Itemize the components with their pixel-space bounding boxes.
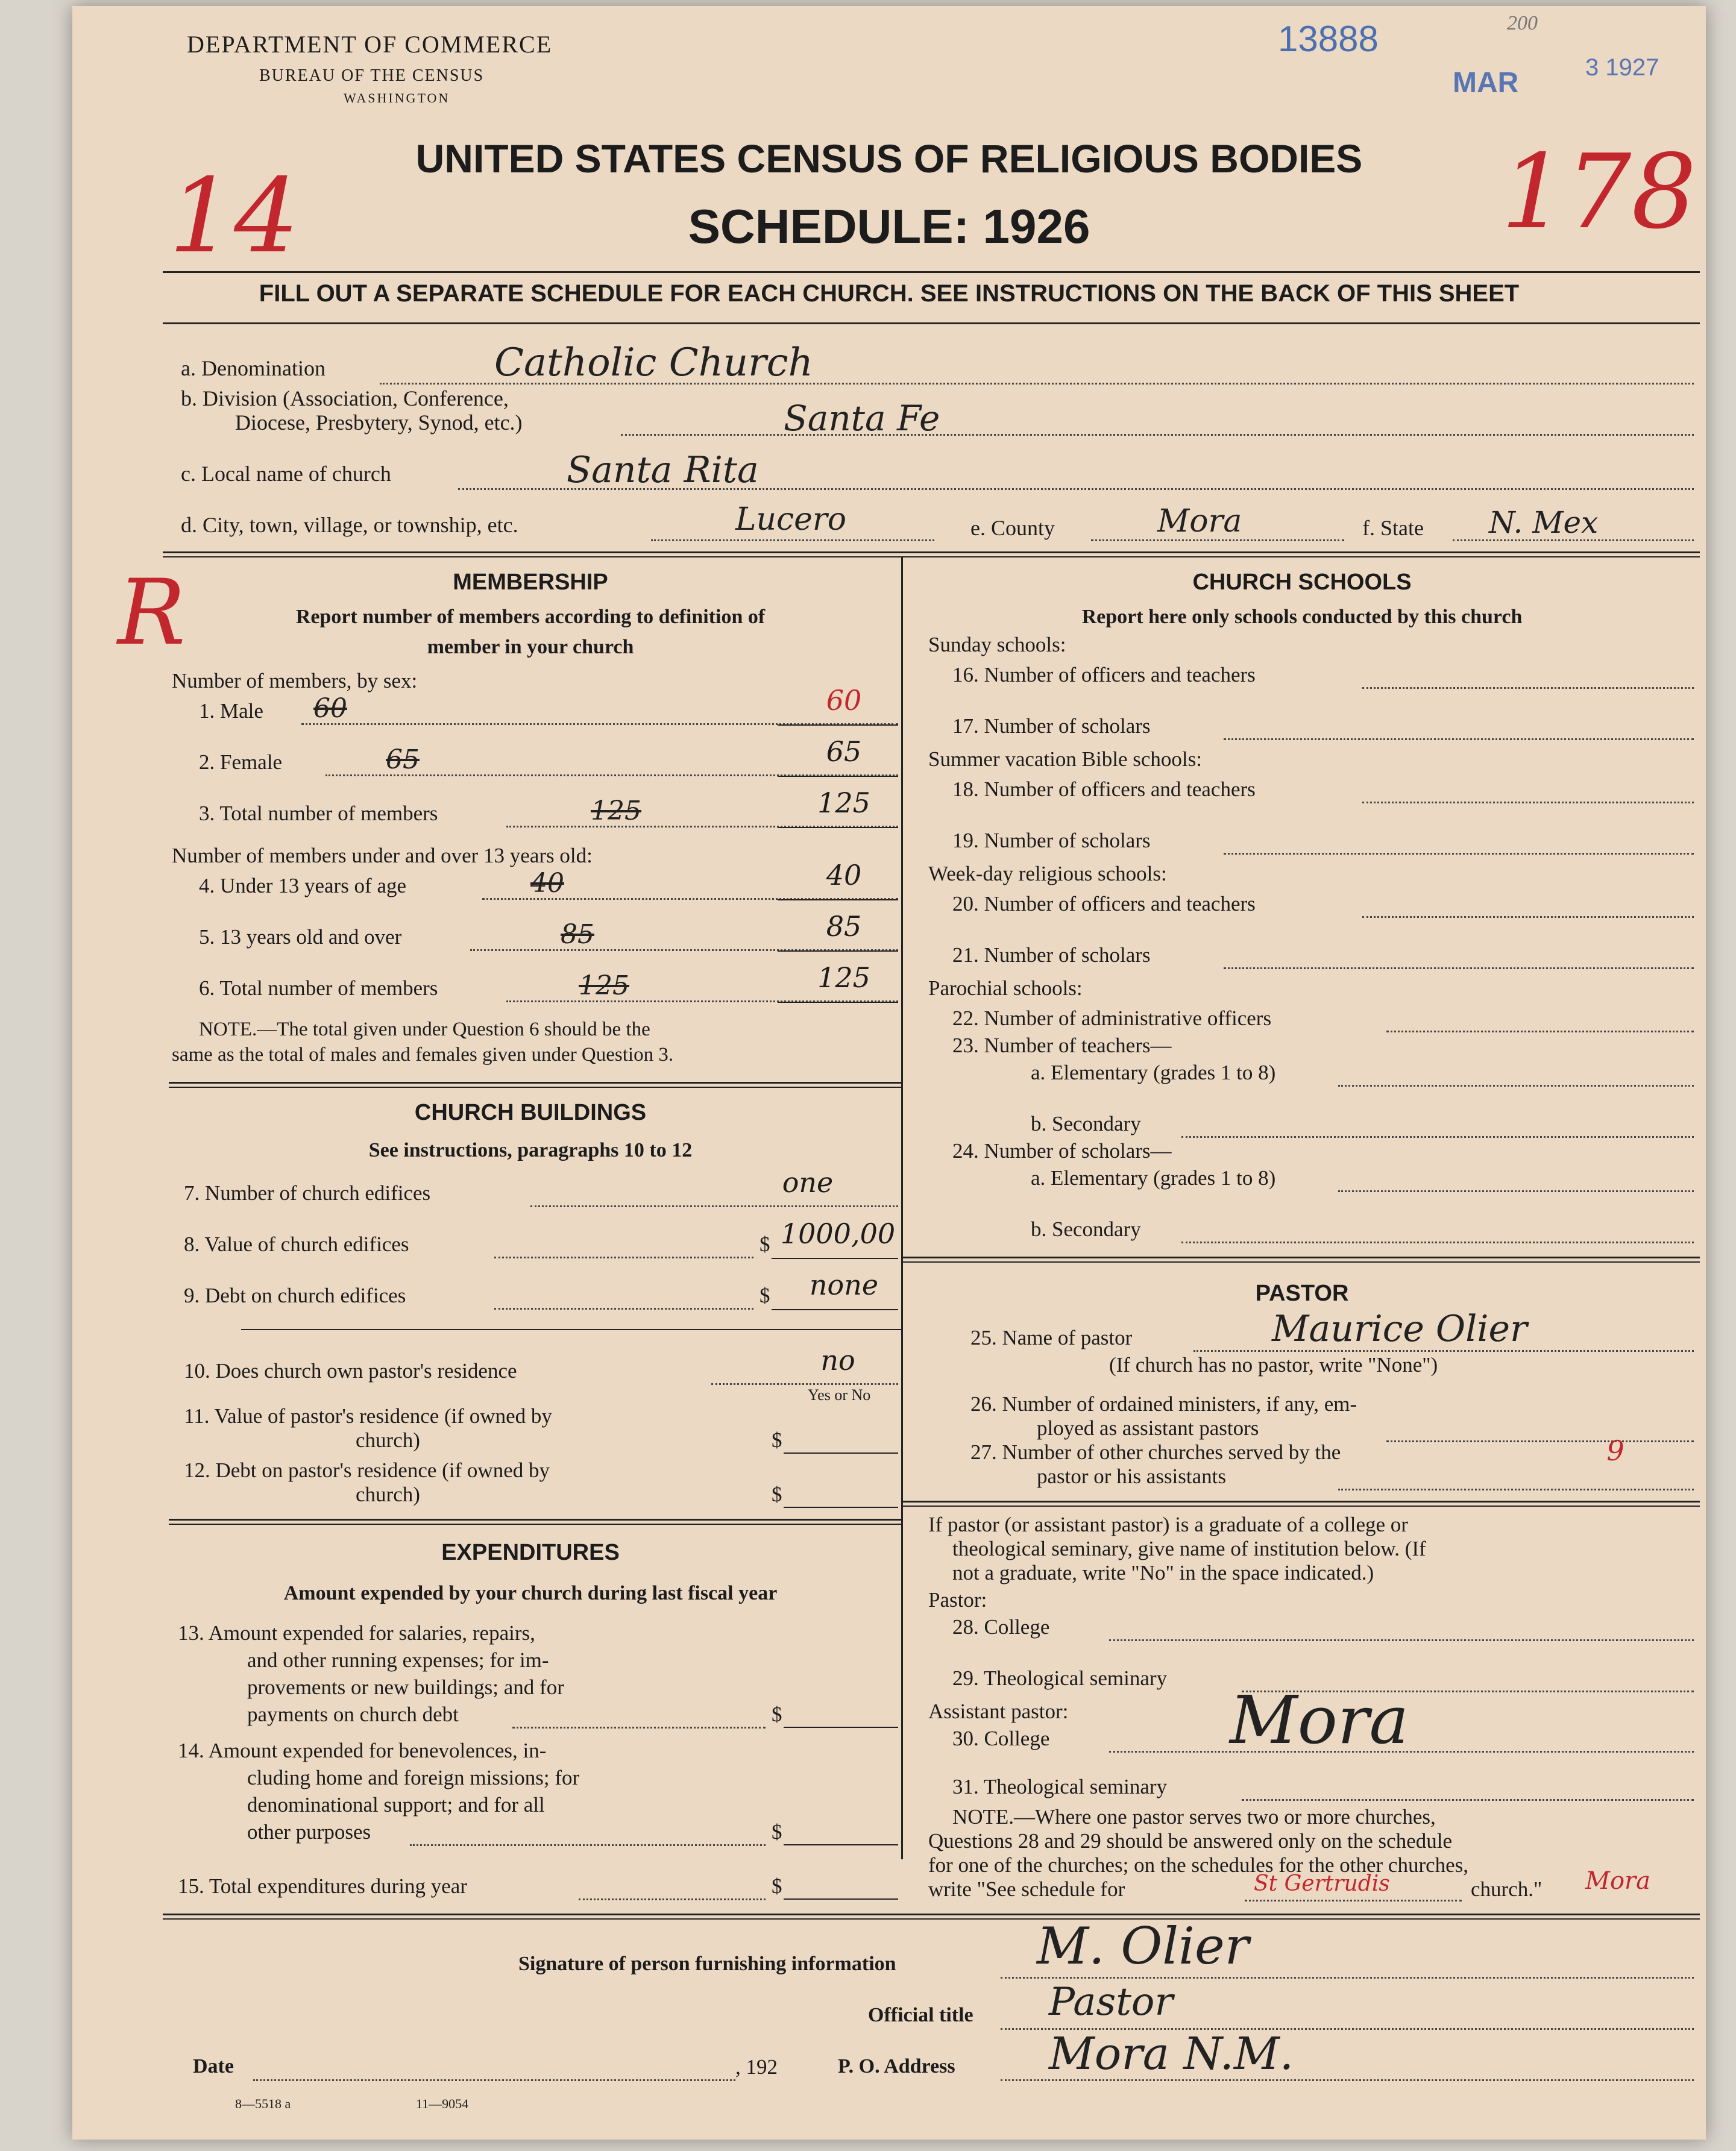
- q12-label-1: 12. Debt on pastor's residence (if owned by: [184, 1459, 550, 1482]
- q28-line: [1109, 1639, 1694, 1641]
- denomination-value[interactable]: Catholic Church: [494, 341, 813, 385]
- q11-label-2: church): [356, 1428, 420, 1452]
- weekday-schools-label: Week-day religious schools:: [928, 862, 1167, 885]
- q5-value[interactable]: 85: [826, 910, 862, 943]
- q14-label-4: other purposes: [247, 1820, 371, 1844]
- graduate-note-1: If pastor (or assistant pastor) is a graduate of a college or: [928, 1513, 1408, 1536]
- members-by-sex-label: Number of members, by sex:: [172, 669, 418, 692]
- q1-label: 1. Male: [199, 699, 263, 723]
- see-schedule-church[interactable]: St Gertrudis: [1254, 1871, 1390, 1896]
- rule-bottom-a: [163, 1914, 1700, 1915]
- red-mark-right: 178: [1501, 133, 1697, 252]
- q24b-label: b. Secondary: [1031, 1217, 1141, 1241]
- denomination-label: a. Denomination: [181, 356, 326, 380]
- q2-struck-value: 65: [386, 744, 420, 775]
- q2-answer-rule: [778, 776, 898, 777]
- q22-label: 22. Number of administrative officers: [952, 1006, 1272, 1030]
- rule-buildings-mid: [241, 1329, 901, 1330]
- schedule-title: SCHEDULE: 1926: [688, 199, 1090, 253]
- q3-answer-rule: [778, 827, 898, 828]
- sunday-schools-label: Sunday schools:: [928, 633, 1066, 656]
- form-title: UNITED STATES CENSUS OF RELIGIOUS BODIES: [415, 136, 1363, 181]
- red-mark-left: 14: [169, 157, 300, 276]
- census-schedule-sheet: [72, 6, 1706, 2140]
- q16-line: [1362, 687, 1694, 689]
- q10-line: [711, 1383, 898, 1385]
- q25-label: 25. Name of pastor: [970, 1326, 1133, 1349]
- received-stamp-date-year: 3 1927: [1585, 54, 1659, 81]
- membership-heading: MEMBERSHIP: [453, 570, 608, 595]
- note-church-line: [1245, 1900, 1462, 1901]
- city-label: d. City, town, village, or township, etc.: [181, 513, 518, 537]
- q11-answer-rule: [784, 1452, 898, 1454]
- q16-label: 16. Number of officers and teachers: [952, 663, 1256, 686]
- q13-label-1: 13. Amount expended for salaries, repairs,: [178, 1621, 535, 1645]
- q13-label-4: payments on church debt: [247, 1703, 459, 1726]
- q24b-line: [1181, 1242, 1694, 1243]
- q1-struck-value: 60: [313, 693, 347, 724]
- q13-dollar: $: [772, 1703, 782, 1726]
- q14-dollar: $: [772, 1820, 782, 1844]
- q11-label-1: 11. Value of pastor's residence (if owned by: [184, 1404, 552, 1428]
- q26-label-2: ployed as assistant pastors: [1037, 1416, 1259, 1440]
- q25-value[interactable]: Maurice Olier: [1272, 1308, 1527, 1350]
- schools-subtitle: Report here only schools conducted by this church: [1081, 606, 1523, 628]
- local-name-value[interactable]: Santa Rita: [567, 449, 759, 491]
- form-number: 8—5518 a: [235, 2096, 291, 2111]
- city-name: WASHINGTON: [344, 90, 450, 105]
- q27-label-2: pastor or his assistants: [1037, 1465, 1227, 1488]
- q13-label-3: provements or new buildings; and for: [247, 1675, 564, 1699]
- pastor-heading: PASTOR: [1255, 1281, 1349, 1306]
- q1-value[interactable]: 60: [826, 684, 862, 717]
- division-label-2: Diocese, Presbytery, Synod, etc.): [235, 410, 523, 435]
- see-schedule-extra: Mora: [1585, 1867, 1651, 1895]
- signature-value[interactable]: M. Olier: [1037, 1917, 1249, 1976]
- q20-line: [1362, 916, 1694, 918]
- q27-label-1: 27. Number of other churches served by the: [970, 1440, 1341, 1464]
- yes-no-hint: Yes or No: [808, 1386, 871, 1404]
- rule-bottom-b: [163, 1918, 1700, 1920]
- q20-label: 20. Number of officers and teachers: [952, 892, 1256, 915]
- q7-value[interactable]: one: [782, 1166, 834, 1199]
- graduate-note-2: theological seminary, give name of institution below. (If: [952, 1537, 1426, 1560]
- rule-top: [163, 271, 1700, 273]
- print-number: 11—9054: [416, 2096, 469, 2111]
- q23b-label: b. Secondary: [1031, 1112, 1141, 1135]
- membership-subtitle-1: Report number of members according to definition of: [295, 606, 766, 628]
- q30-value[interactable]: Mora: [1230, 1682, 1409, 1759]
- q10-value[interactable]: no: [820, 1344, 855, 1377]
- county-label: e. County: [970, 516, 1055, 540]
- rule-identity-b: [163, 556, 1700, 557]
- rule-membership-a: [169, 1082, 901, 1084]
- q23a-line: [1338, 1085, 1694, 1087]
- division-line: [621, 434, 1694, 436]
- q19-label: 19. Number of scholars: [952, 829, 1151, 852]
- q14-answer-rule: [784, 1844, 898, 1845]
- buildings-heading: CHURCH BUILDINGS: [414, 1100, 647, 1125]
- q15-answer-rule: [784, 1898, 898, 1900]
- pastor-note-2: Questions 28 and 29 should be answered only on the schedule: [928, 1829, 1453, 1853]
- q3-struck-value: 125: [591, 796, 641, 826]
- q3-value[interactable]: 125: [817, 787, 870, 819]
- q8-label: 8. Value of church edifices: [184, 1233, 409, 1256]
- rule-buildings-b: [169, 1524, 901, 1525]
- rule-banner: [163, 322, 1700, 324]
- q14-label-2: cluding home and foreign missions; for: [247, 1766, 580, 1789]
- county-line: [1091, 539, 1344, 541]
- q23a-label: a. Elementary (grades 1 to 8): [1031, 1061, 1276, 1084]
- q14-line: [410, 1844, 766, 1846]
- membership-subtitle-2: member in your church: [427, 636, 634, 658]
- q9-answer-rule: [772, 1309, 898, 1310]
- members-by-age-label: Number of members under and over 13 years old:: [172, 844, 593, 867]
- pastor-note-4a: write "See schedule for: [928, 1877, 1125, 1901]
- q4-value[interactable]: 40: [826, 859, 862, 891]
- expenditures-heading: EXPENDITURES: [441, 1540, 620, 1565]
- assistant-pastor-label: Assistant pastor:: [928, 1700, 1069, 1723]
- rule-pastor-a: [901, 1501, 1700, 1503]
- rule-identity-a: [163, 551, 1700, 553]
- membership-note-1: NOTE.—The total given under Question 6 should be the: [199, 1019, 650, 1040]
- q7-label: 7. Number of church edifices: [184, 1181, 431, 1205]
- pastor-label: Pastor:: [928, 1588, 987, 1612]
- q11-dollar: $: [772, 1428, 782, 1452]
- local-name-label: c. Local name of church: [181, 462, 391, 486]
- q6-value[interactable]: 125: [817, 961, 870, 994]
- signature-line: [1001, 1977, 1694, 1979]
- buildings-subtitle: See instructions, paragraphs 10 to 12: [368, 1139, 693, 1161]
- q14-label-1: 14. Amount expended for benevolences, in-: [178, 1739, 547, 1762]
- po-address-value[interactable]: Mora N.M.: [1049, 2028, 1294, 2080]
- column-divider: [901, 557, 903, 1859]
- date-label: Date: [193, 2055, 234, 2077]
- q6-answer-rule: [778, 1002, 898, 1003]
- state-value[interactable]: N. Mex: [1489, 505, 1599, 540]
- date-line: [253, 2079, 735, 2081]
- q12-dollar: $: [772, 1483, 782, 1506]
- q8-answer-rule: [772, 1258, 898, 1259]
- division-value[interactable]: Santa Fe: [784, 398, 940, 439]
- q6-struck-value: 125: [579, 970, 629, 1001]
- department-name: DEPARTMENT OF COMMERCE: [187, 31, 553, 58]
- official-title-label: Official title: [868, 2004, 973, 2026]
- q24-label: 24. Number of scholars—: [952, 1139, 1172, 1163]
- q9-value[interactable]: none: [809, 1269, 879, 1301]
- q5-label: 5. 13 years old and over: [199, 925, 402, 949]
- q24a-line: [1338, 1190, 1694, 1192]
- q27-value[interactable]: 9: [1606, 1434, 1624, 1467]
- pastor-note-4b: church.": [1471, 1877, 1543, 1901]
- bureau-name: BUREAU OF THE CENSUS: [259, 66, 485, 85]
- membership-note-2: same as the total of males and females given under Question 3.: [172, 1044, 674, 1066]
- q15-label: 15. Total expenditures during year: [178, 1874, 467, 1898]
- q26-label-1: 26. Number of ordained ministers, if any, em-: [970, 1392, 1357, 1416]
- q2-label: 2. Female: [199, 750, 283, 774]
- q9-dollar: $: [760, 1284, 770, 1307]
- q8-value[interactable]: 1000,00: [780, 1217, 896, 1250]
- division-label: b. Division (Association, Conference,: [181, 386, 509, 410]
- q8-dollar: $: [760, 1233, 770, 1256]
- rule-buildings-a: [169, 1519, 901, 1521]
- pastor-note-3: for one of the churches; on the schedules for the other churches,: [928, 1853, 1469, 1877]
- stamp-number: 13888: [1278, 19, 1379, 59]
- q6-label: 6. Total number of members: [199, 976, 438, 1000]
- q15-line: [579, 1898, 766, 1900]
- q4-struck-value: 40: [530, 868, 564, 899]
- q9-line: [494, 1308, 753, 1310]
- schools-heading: CHURCH SCHOOLS: [1192, 570, 1412, 595]
- q21-line: [1224, 967, 1694, 969]
- summer-schools-label: Summer vacation Bible schools:: [928, 747, 1202, 771]
- received-stamp-date: MAR: [1453, 67, 1519, 99]
- q28-label: 28. College: [952, 1615, 1050, 1639]
- q29-label: 29. Theological seminary: [952, 1666, 1168, 1690]
- q25-note: (If church has no pastor, write "None"): [1109, 1353, 1438, 1377]
- q1-answer-rule: [778, 724, 898, 726]
- red-mark-r: R: [118, 561, 186, 665]
- q13-label-2: and other running expenses; for im-: [247, 1648, 549, 1672]
- q2-value[interactable]: 65: [826, 735, 862, 768]
- instructions-banner: FILL OUT A SEPARATE SCHEDULE FOR EACH CHURCH. SEE INSTRUCTIONS ON THE BACK OF THIS SHEET: [259, 280, 1520, 307]
- graduate-note-3: not a graduate, write "No" in the space indicated.): [952, 1561, 1374, 1584]
- pastor-note-1: NOTE.—Where one pastor serves two or more churches,: [952, 1805, 1436, 1829]
- q3-label: 3. Total number of members: [199, 802, 438, 825]
- signature-label: Signature of person furnishing information: [518, 1953, 896, 1975]
- city-line: [651, 539, 934, 541]
- q4-answer-rule: [778, 899, 898, 900]
- q8-line: [494, 1257, 753, 1258]
- q7-line: [530, 1205, 898, 1207]
- q12-label-2: church): [356, 1483, 420, 1506]
- date-year: , 192: [735, 2055, 778, 2079]
- expenditures-subtitle: Amount expended by your church during last fiscal year: [283, 1582, 778, 1604]
- rule-schools-a: [901, 1257, 1700, 1258]
- q17-line: [1224, 738, 1694, 740]
- q17-label: 17. Number of scholars: [952, 714, 1151, 738]
- q15-dollar: $: [772, 1874, 782, 1898]
- q12-answer-rule: [784, 1507, 898, 1508]
- q18-label: 18. Number of officers and teachers: [952, 777, 1256, 801]
- q13-answer-rule: [784, 1727, 898, 1728]
- q27-line: [1338, 1489, 1694, 1490]
- q19-line: [1224, 853, 1694, 855]
- county-value[interactable]: Mora: [1157, 503, 1242, 539]
- q31-label: 31. Theological seminary: [952, 1775, 1168, 1798]
- po-address-label: P. O. Address: [838, 2055, 955, 2077]
- q4-label: 4. Under 13 years of age: [199, 874, 407, 897]
- q13-line: [512, 1727, 766, 1729]
- q23b-line: [1181, 1136, 1694, 1138]
- q5-answer-rule: [778, 950, 898, 952]
- q14-label-3: denominational support; and for all: [247, 1793, 545, 1817]
- q23-label: 23. Number of teachers—: [952, 1034, 1172, 1057]
- q30-label: 30. College: [952, 1727, 1050, 1750]
- q18-line: [1362, 802, 1694, 803]
- rule-schools-b: [901, 1261, 1700, 1263]
- rule-pastor-b: [901, 1506, 1700, 1507]
- rule-membership-b: [169, 1087, 901, 1088]
- q5-struck-value: 85: [561, 919, 594, 950]
- state-label: f. State: [1362, 516, 1424, 540]
- q22-line: [1386, 1031, 1694, 1032]
- q25-line: [1194, 1350, 1694, 1352]
- small-pencil-note: 200: [1507, 12, 1538, 34]
- city-value[interactable]: Lucero: [735, 501, 847, 538]
- q24a-label: a. Elementary (grades 1 to 8): [1031, 1166, 1276, 1190]
- q21-label: 21. Number of scholars: [952, 943, 1151, 967]
- parochial-schools-label: Parochial schools:: [928, 976, 1083, 1000]
- q31-line: [1242, 1799, 1694, 1801]
- q9-label: 9. Debt on church edifices: [184, 1284, 406, 1307]
- official-title-value[interactable]: Pastor: [1049, 1980, 1174, 2024]
- q10-label: 10. Does church own pastor's residence: [184, 1359, 517, 1383]
